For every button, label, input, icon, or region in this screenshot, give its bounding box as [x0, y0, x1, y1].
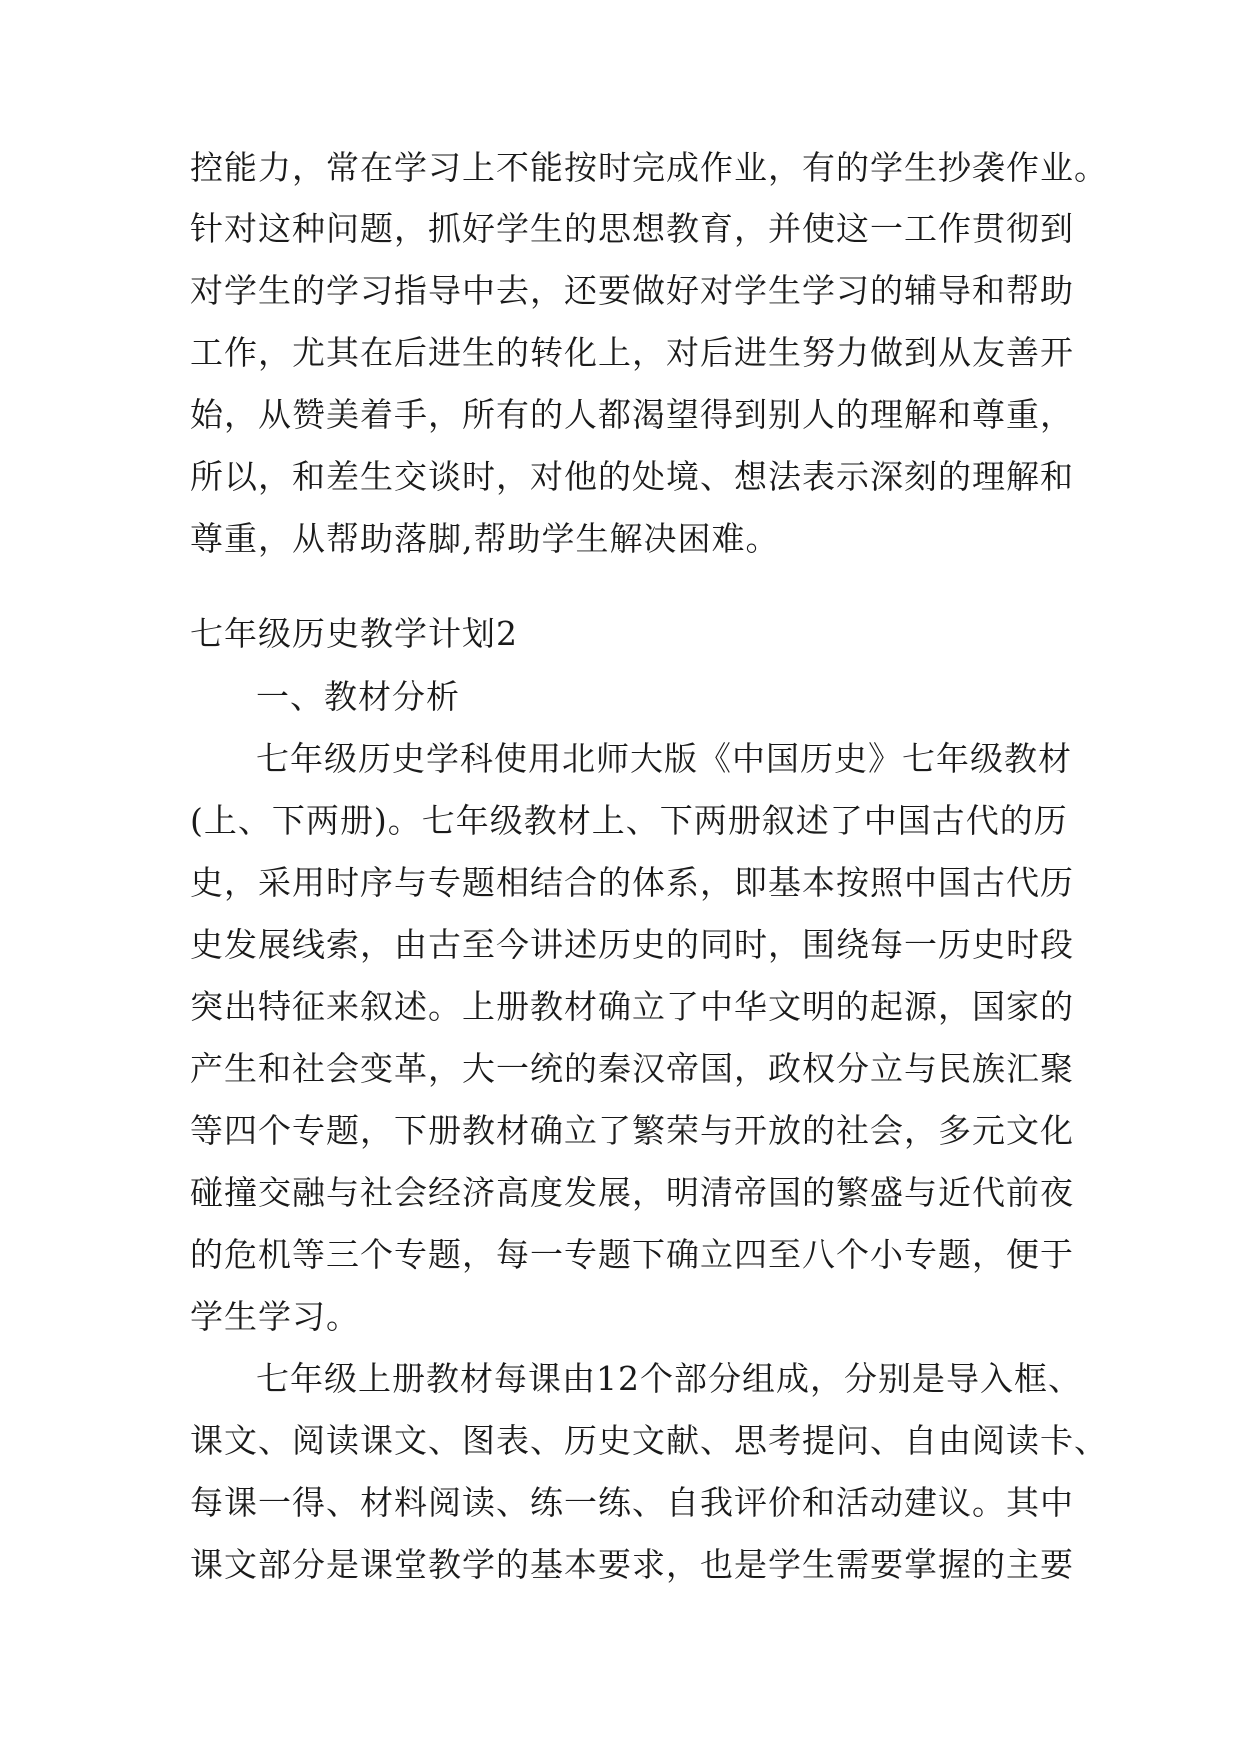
paragraph-line: 始，从赞美着手，所有的人都渴望得到别人的理解和尊重， — [190, 395, 1074, 434]
paragraph-line: 七年级历史学科使用北师大版《中国历史》七年级教材 — [256, 739, 1072, 778]
paragraph-line: 所以，和差生交谈时，对他的处境、想法表示深刻的理解和 — [190, 457, 1074, 496]
paragraph-line: 七年级上册教材每课由12个部分组成，分别是导入框、 — [256, 1359, 1082, 1398]
paragraph-line: 课文部分是课堂教学的基本要求，也是学生需要掌握的主要 — [190, 1545, 1074, 1584]
paragraph-line: 碰撞交融与社会经济高度发展，明清帝国的繁盛与近代前夜 — [190, 1173, 1074, 1212]
subsection-heading: 一、教材分析 — [256, 677, 460, 716]
paragraph-line: 针对这种问题，抓好学生的思想教育，并使这一工作贯彻到 — [190, 209, 1074, 248]
paragraph-line: 对学生的学习指导中去，还要做好对学生学习的辅导和帮助 — [190, 271, 1074, 310]
paragraph-line: 史发展线索，由古至今讲述历史的同时，围绕每一历史时段 — [190, 925, 1074, 964]
section-title: 七年级历史教学计划2 — [190, 614, 518, 653]
paragraph-line: (上、下两册)。七年级教材上、下两册叙述了中国古代的历 — [190, 801, 1068, 840]
paragraph-line: 突出特征来叙述。上册教材确立了中华文明的起源，国家的 — [190, 987, 1074, 1026]
paragraph-line: 史，采用时序与专题相结合的体系，即基本按照中国古代历 — [190, 863, 1074, 902]
paragraph-line: 尊重，从帮助落脚,帮助学生解决困难。 — [190, 519, 780, 558]
paragraph-line: 学生学习。 — [190, 1297, 360, 1336]
paragraph-line: 的危机等三个专题，每一专题下确立四至八个小专题，便于 — [190, 1235, 1074, 1274]
paragraph-line: 每课一得、材料阅读、练一练、自我评价和活动建议。其中 — [190, 1483, 1074, 1522]
paragraph-line: 等四个专题，下册教材确立了繁荣与开放的社会，多元文化 — [190, 1111, 1074, 1150]
paragraph-line: 控能力，常在学习上不能按时完成作业，有的学生抄袭作业。 — [190, 148, 1108, 187]
paragraph-line: 工作，尤其在后进生的转化上，对后进生努力做到从友善开 — [190, 333, 1074, 372]
paragraph-line: 课文、阅读课文、图表、历史文献、思考提问、自由阅读卡、 — [190, 1421, 1108, 1460]
paragraph-line: 产生和社会变革，大一统的秦汉帝国，政权分立与民族汇聚 — [190, 1049, 1074, 1088]
